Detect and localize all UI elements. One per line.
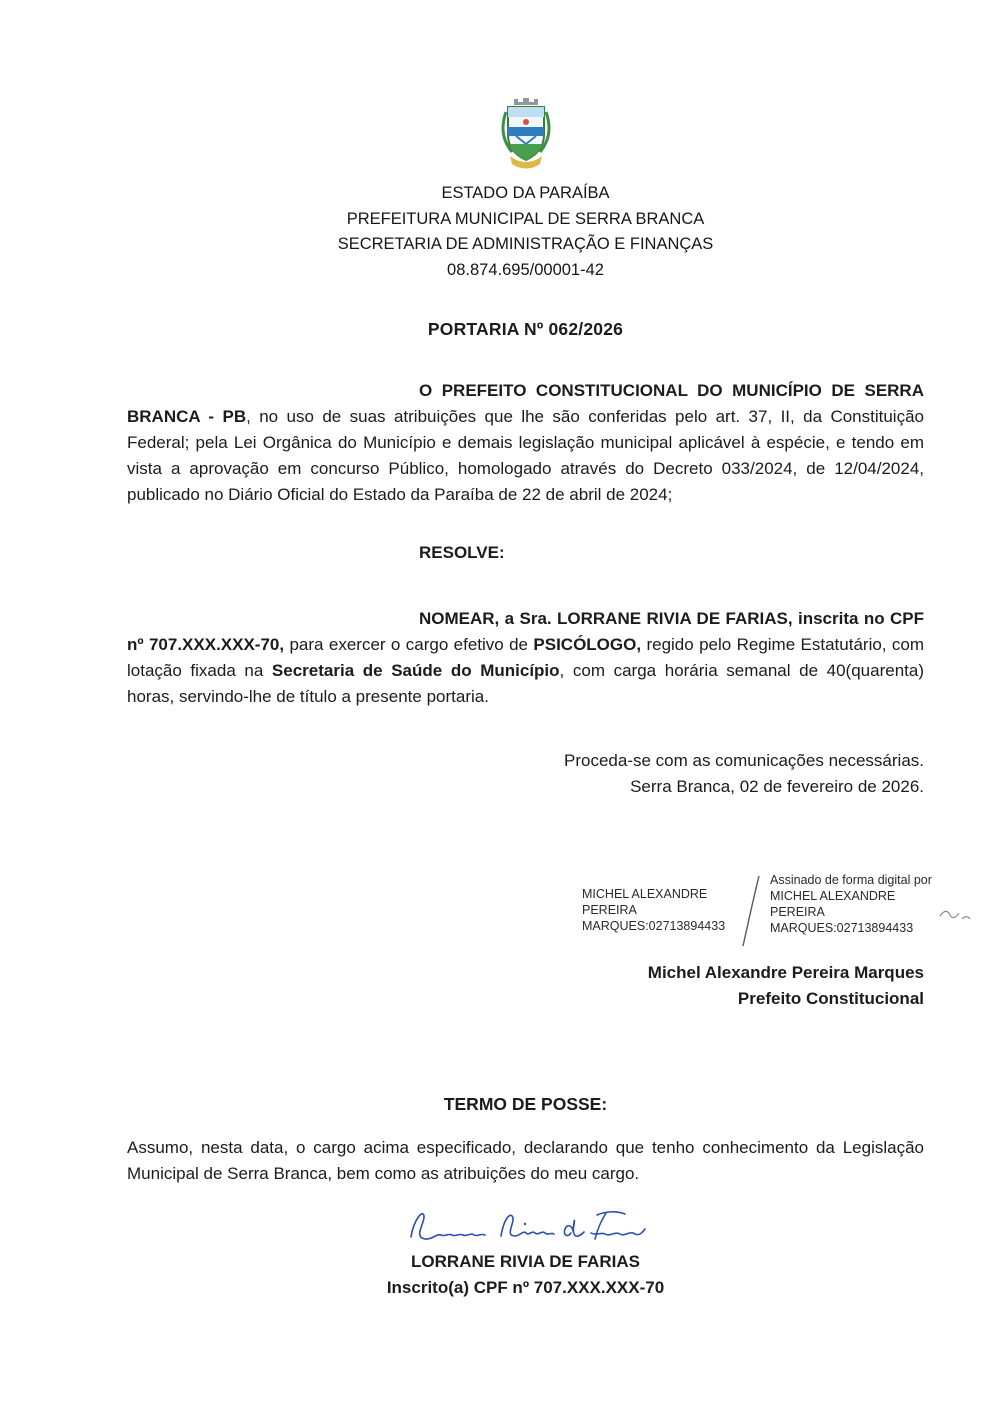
nomear-cargo: PSICÓLOGO, bbox=[533, 635, 642, 654]
appointee-cpf: Inscrito(a) CPF nº 707.XXX.XXX-70 bbox=[386, 1278, 665, 1297]
signer-block bbox=[127, 960, 924, 1012]
resolve-heading: RESOLVE: bbox=[419, 543, 505, 562]
handwritten-signature bbox=[127, 1203, 924, 1249]
appointee-name: LORRANE RIVIA DE FARIAS bbox=[411, 1252, 640, 1271]
signature-slash-icon bbox=[740, 872, 762, 950]
nomear-paragraph bbox=[127, 606, 924, 710]
letterhead-cnpj: 08.874.695/00001-42 bbox=[447, 260, 604, 279]
municipal-crest-icon bbox=[127, 92, 924, 175]
pen-flourish-icon bbox=[938, 904, 972, 922]
digital-signature-block bbox=[127, 872, 938, 950]
document-title: PORTARIA Nº 062/2026 bbox=[427, 319, 624, 339]
letterhead-municipality: PREFEITURA MUNICIPAL DE SERRA BRANCA bbox=[346, 209, 705, 228]
nomear-text-2: regido pelo Regime Estatutário, com lotação fixada na bbox=[127, 635, 925, 680]
nomear-text-1: para exercer o cargo efetivo de bbox=[284, 635, 534, 654]
letterhead bbox=[127, 181, 924, 283]
preamble-lead: O PREFEITO CONSTITUCIONAL DO MUNICÍPIO DE SERRA BRANCA - PB bbox=[127, 381, 924, 426]
closing-date: Serra Branca, 02 de fevereiro de 2026. bbox=[630, 777, 924, 796]
signer-role: Prefeito Constitucional bbox=[737, 989, 924, 1008]
termo-title: TERMO DE POSSE: bbox=[443, 1094, 608, 1114]
preamble-text: , no uso de suas atribuições que lhe são conferidas pelo art. 37, II, da Constituição Federal; pela Lei Orgânica do Município e demais legislação municipal aplicável à espécie, e tendo em vista a aprovação em concurso Público, homologado através do Decreto 033/2024, de 12/04/2024, publicado no Diário Oficial do Estado da Paraíba de 22 de abril de 2024; bbox=[127, 407, 924, 504]
nomear-text-3: , com carga horária semanal de 40(quarenta) horas, servindo-lhe de título a presente portaria. bbox=[127, 661, 924, 706]
signer-name: Michel Alexandre Pereira Marques bbox=[647, 963, 924, 982]
nomear-secretaria: Secretaria de Saúde do Município bbox=[271, 661, 560, 680]
closing-line: Proceda-se com as comunicações necessárias. bbox=[564, 751, 924, 770]
nomear-lead: NOMEAR, a Sra. LORRANE RIVIA DE FARIAS, inscrita no CPF nº 707.XXX.XXX-70, bbox=[127, 609, 924, 654]
preamble-paragraph bbox=[127, 378, 924, 508]
termo-paragraph: Assumo, nesta data, o cargo acima especificado, declarando que tenho conhecimento da Legislação Municipal de Serra Branca, bem como as atribuições do meu cargo. bbox=[127, 1138, 924, 1183]
closing-block bbox=[127, 748, 924, 800]
appointee-block bbox=[127, 1249, 924, 1301]
letterhead-state: ESTADO DA PARAÍBA bbox=[441, 184, 610, 202]
digital-signature-statement: Assinado de forma digital por MICHEL ALEXANDRE PEREIRA MARQUES:02713894433 bbox=[770, 873, 932, 935]
letterhead-department: SECRETARIA DE ADMINISTRAÇÃO E FINANÇAS bbox=[337, 235, 714, 253]
digital-signature-subject: MICHEL ALEXANDRE PEREIRA MARQUES:02713894433 bbox=[582, 887, 726, 933]
